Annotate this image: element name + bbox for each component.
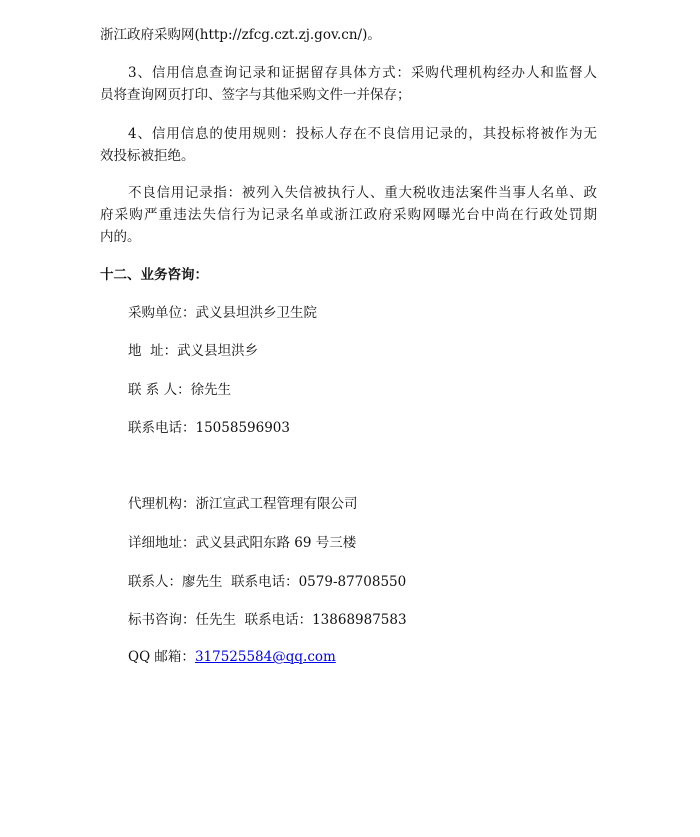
section-heading: 十二、业务咨询：	[100, 267, 208, 283]
paragraph-3-line-2: 员将查询网页打印、签字与其他采购文件一并保存；	[100, 87, 411, 103]
agency-address: 详细地址：武义县武阳东路 69 号三楼	[128, 535, 357, 551]
qq-email-label: QQ 邮箱：	[128, 649, 195, 665]
paragraph-bad-credit-line-1: 不良信用记录指：被列入失信被执行人、重大税收违法案件当事人名单、政	[128, 185, 597, 201]
agency-bid-consult: 标书咨询：任先生 联系电话：13868987583	[128, 612, 407, 628]
agency-name: 代理机构：浙江宣武工程管理有限公司	[128, 496, 358, 512]
purchaser-contact: 联 系 人：徐先生	[128, 382, 232, 398]
purchaser-phone: 联系电话：15058596903	[128, 420, 290, 436]
qq-email-link[interactable]: 317525584@qq.com	[194, 649, 336, 665]
paragraph-website-line: 浙江政府采购网(http://zfcg.czt.zj.gov.cn/)。	[100, 27, 381, 43]
paragraph-bad-credit-line-2: 府采购严重违法失信行为记录名单或浙江政府采购网曝光台中尚在行政处罚期	[100, 207, 597, 223]
paragraph-3-line-1: 3、信用信息查询记录和证据留存具体方式：采购代理机构经办人和监督人	[128, 65, 597, 81]
paragraph-4-line-2: 效投标被拒绝。	[100, 148, 195, 164]
paragraph-bad-credit-line-3: 内的。	[100, 229, 141, 245]
purchaser-unit: 采购单位：武义县坦洪乡卫生院	[128, 305, 317, 321]
purchaser-address: 地 址：武义县坦洪乡	[128, 343, 259, 359]
agency-contact: 联系人：廖先生 联系电话：0579-87708550	[128, 574, 407, 590]
paragraph-4-line-1: 4、信用信息的使用规则：投标人存在不良信用记录的，其投标将被作为无	[128, 126, 597, 142]
agency-qq-row	[128, 648, 700, 666]
